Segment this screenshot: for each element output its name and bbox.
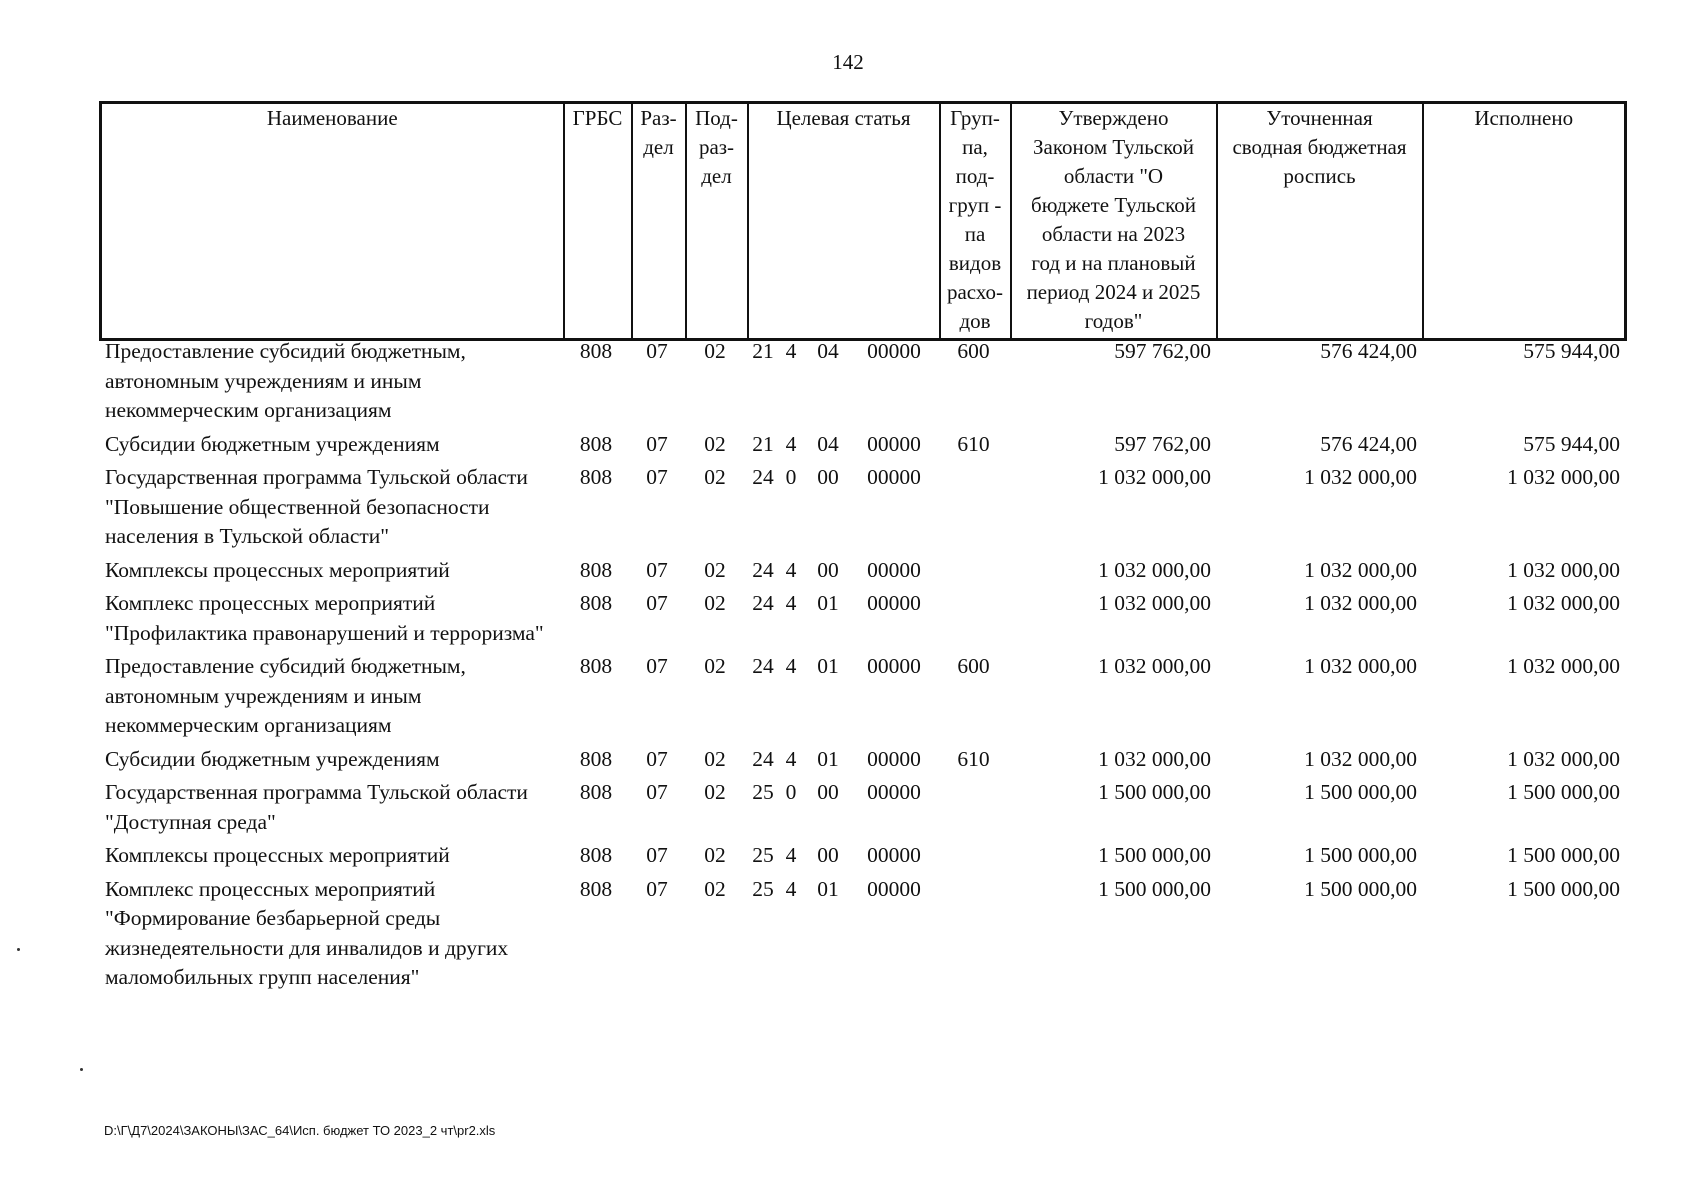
row-target-article <box>746 337 938 430</box>
row-executed: 1 032 000,00 <box>1507 746 1620 771</box>
row-name: Комплексы процессных мероприятий <box>105 557 450 582</box>
table-row <box>99 337 1624 430</box>
header-line: области "О <box>1063 164 1164 188</box>
row-grbs: 808 <box>579 591 613 615</box>
target-article-part: 00000 <box>867 591 921 615</box>
row-podrazdel: 02 <box>704 557 726 582</box>
header-razdel-lines <box>633 104 685 162</box>
header-line: дел <box>643 135 674 159</box>
row-executed: 1 032 000,00 <box>1507 557 1620 582</box>
row-target-article <box>746 652 938 745</box>
target-article-part: 00000 <box>867 876 921 901</box>
target-article-part: 25 <box>752 780 774 804</box>
target-article-part: 00000 <box>867 654 921 678</box>
header-line: груп - <box>948 193 1002 217</box>
header-line: год и на плановый <box>1031 251 1196 275</box>
row-executed: 1 500 000,00 <box>1507 843 1620 867</box>
row-refined: 1 500 000,00 <box>1304 843 1417 867</box>
target-article-part: 24 <box>752 465 774 489</box>
header-line: раз- <box>698 135 735 159</box>
row-executed: 1 500 000,00 <box>1507 780 1620 804</box>
header-group-lines <box>941 104 1010 336</box>
row-target-article <box>746 875 938 997</box>
row-podrazdel: 02 <box>704 843 726 867</box>
header-executed: Исполнено <box>1423 103 1626 340</box>
row-refined: 1 500 000,00 <box>1304 876 1417 901</box>
row-refined: 576 424,00 <box>1320 339 1417 363</box>
target-article-part: 24 <box>752 557 774 582</box>
table-row <box>99 875 1624 997</box>
row-refined: 1 500 000,00 <box>1304 780 1417 804</box>
target-article-part: 00000 <box>867 746 921 771</box>
header-razdel <box>632 103 686 340</box>
target-article-part: 01 <box>817 746 839 771</box>
target-article-part: 4 <box>785 339 797 363</box>
row-refined: 1 032 000,00 <box>1304 654 1417 678</box>
row-name: Комплекс процессных мероприятий "Формирование безбарьерной среды жизнедеятельности для инвалидов и других маломобильных групп населения" <box>105 876 509 989</box>
table-row <box>99 589 1624 652</box>
row-executed: 1 032 000,00 <box>1507 654 1620 678</box>
row-name: Субсидии бюджетным учреждениям <box>105 746 440 771</box>
target-article-part: 4 <box>785 557 797 582</box>
target-article-part: 25 <box>752 843 774 867</box>
row-podrazdel: 02 <box>704 876 726 901</box>
row-group: 610 <box>957 746 990 771</box>
target-article-part: 01 <box>817 591 839 615</box>
target-article-part: 21 <box>752 339 774 363</box>
header-line: па, <box>962 135 988 159</box>
target-article-part: 4 <box>785 876 797 901</box>
table-row <box>99 778 1624 841</box>
row-name: Комплекс процессных мероприятий "Профилактика правонарушений и терроризма" <box>105 591 544 645</box>
header-line: Утверждено <box>1058 106 1169 130</box>
row-razdel: 07 <box>646 780 668 804</box>
table-body <box>99 337 1624 997</box>
target-article-part: 4 <box>785 746 797 771</box>
row-group: 600 <box>957 654 990 678</box>
header-line: Законом Тульской <box>1033 135 1194 159</box>
header-approved-lines <box>1012 104 1216 336</box>
header-line: бюджете Тульской <box>1031 193 1196 217</box>
row-target-article <box>746 430 938 464</box>
target-article-part: 00000 <box>867 431 921 456</box>
row-name: Государственная программа Тульской области "Доступная среда" <box>105 780 528 834</box>
header-line: под- <box>955 164 995 188</box>
row-podrazdel: 02 <box>704 780 726 804</box>
row-approved: 1 032 000,00 <box>1098 746 1211 771</box>
row-group <box>938 556 1009 590</box>
target-article-part: 4 <box>785 654 797 678</box>
row-approved: 1 500 000,00 <box>1098 876 1211 901</box>
header-refined <box>1217 103 1423 340</box>
row-group <box>938 463 1009 556</box>
header-approved <box>1011 103 1217 340</box>
row-razdel: 07 <box>646 557 668 582</box>
target-article-part: 01 <box>817 654 839 678</box>
row-razdel: 07 <box>646 654 668 678</box>
row-approved: 1 032 000,00 <box>1098 557 1211 582</box>
row-grbs: 808 <box>579 780 613 804</box>
row-target-article <box>746 841 938 875</box>
row-podrazdel: 02 <box>704 654 726 678</box>
target-article-part: 01 <box>817 876 839 901</box>
target-article-part: 04 <box>817 339 839 363</box>
row-group: 600 <box>957 339 990 363</box>
row-grbs: 808 <box>579 557 613 582</box>
row-approved: 1 032 000,00 <box>1098 654 1211 678</box>
target-article-part: 00 <box>817 780 839 804</box>
target-article-part: 00000 <box>867 843 921 867</box>
row-target-article <box>746 778 938 841</box>
row-name: Предоставление субсидий бюджетным, автономным учреждениям и иным некоммерческим организациям <box>105 654 466 737</box>
row-razdel: 07 <box>646 876 668 901</box>
header-line: Раз- <box>640 106 677 130</box>
row-refined: 576 424,00 <box>1320 431 1417 456</box>
row-target-article <box>746 463 938 556</box>
row-name: Государственная программа Тульской области "Повышение общественной безопасности населения в Тульской области" <box>105 465 528 548</box>
target-article-part: 24 <box>752 746 774 771</box>
table-row <box>99 841 1624 875</box>
row-executed: 575 944,00 <box>1523 431 1620 456</box>
target-article-part: 00 <box>817 557 839 582</box>
header-podrazdel <box>686 103 748 340</box>
target-article-part: 00000 <box>867 557 921 582</box>
header-line: дел <box>701 164 732 188</box>
row-target-article <box>746 745 938 779</box>
target-article-part: 00000 <box>867 780 921 804</box>
table-header <box>99 101 1627 341</box>
header-podrazdel-lines <box>687 104 747 191</box>
row-razdel: 07 <box>646 746 668 771</box>
target-article-part: 0 <box>785 780 797 804</box>
scan-speck <box>80 1068 83 1071</box>
row-group <box>938 589 1009 652</box>
target-article-part: 04 <box>817 431 839 456</box>
target-article-part: 00000 <box>867 465 921 489</box>
row-razdel: 07 <box>646 465 668 489</box>
table-row <box>99 745 1624 779</box>
row-razdel: 07 <box>646 591 668 615</box>
row-razdel: 07 <box>646 431 668 456</box>
row-refined: 1 032 000,00 <box>1304 557 1417 582</box>
row-name: Комплексы процессных мероприятий <box>105 843 450 867</box>
row-grbs: 808 <box>579 431 613 456</box>
footer-file-path: D:\Г\Д7\2024\ЗАКОНЫ\ЗАС_64\Исп. бюджет ТО 2023_2 чт\pr2.xls <box>104 1123 496 1138</box>
table-row <box>99 463 1624 556</box>
header-line: па <box>964 222 986 246</box>
header-line: роспись <box>1283 164 1356 188</box>
table-row <box>99 652 1624 745</box>
target-article-part: 4 <box>785 591 797 615</box>
row-grbs: 808 <box>579 465 613 489</box>
row-approved: 597 762,00 <box>1114 339 1211 363</box>
row-executed: 575 944,00 <box>1523 339 1620 363</box>
row-name: Предоставление субсидий бюджетным, автономным учреждениям и иным некоммерческим организациям <box>105 339 466 422</box>
header-line: расхо- <box>946 280 1004 304</box>
row-grbs: 808 <box>579 843 613 867</box>
header-grbs: ГРБС <box>564 103 632 340</box>
row-approved: 1 032 000,00 <box>1098 591 1211 615</box>
header-line: видов <box>948 251 1002 275</box>
row-grbs: 808 <box>579 339 613 363</box>
page-number: 142 <box>832 50 864 74</box>
row-executed: 1 032 000,00 <box>1507 591 1620 615</box>
row-razdel: 07 <box>646 339 668 363</box>
target-article-part: 0 <box>785 465 797 489</box>
header-refined-lines <box>1218 104 1422 191</box>
table-row <box>99 556 1624 590</box>
target-article-part: 00 <box>817 465 839 489</box>
header-line: дов <box>959 309 991 333</box>
row-name: Субсидии бюджетным учреждениям <box>105 431 440 456</box>
target-article-part: 4 <box>785 843 797 867</box>
scan-speck <box>17 948 20 951</box>
row-group <box>938 778 1009 841</box>
row-target-article <box>746 589 938 652</box>
row-podrazdel: 02 <box>704 591 726 615</box>
row-target-article <box>746 556 938 590</box>
target-article-part: 21 <box>752 431 774 456</box>
header-line: годов" <box>1084 309 1143 333</box>
row-group: 610 <box>957 431 990 456</box>
header-line: Под- <box>695 106 738 130</box>
header-line: Груп- <box>950 106 1000 130</box>
row-podrazdel: 02 <box>704 431 726 456</box>
row-approved: 597 762,00 <box>1114 431 1211 456</box>
target-article-part: 24 <box>752 654 774 678</box>
row-grbs: 808 <box>579 654 613 678</box>
row-executed: 1 500 000,00 <box>1507 876 1620 901</box>
row-razdel: 07 <box>646 843 668 867</box>
row-podrazdel: 02 <box>704 465 726 489</box>
target-article-part: 24 <box>752 591 774 615</box>
header-line: Уточненная <box>1266 106 1373 130</box>
header-group <box>940 103 1011 340</box>
target-article-part: 4 <box>785 431 797 456</box>
row-podrazdel: 02 <box>704 746 726 771</box>
row-refined: 1 032 000,00 <box>1304 591 1417 615</box>
row-grbs: 808 <box>579 746 613 771</box>
header-name: Наименование <box>101 103 564 340</box>
row-approved: 1 500 000,00 <box>1098 780 1211 804</box>
target-article-part: 00 <box>817 843 839 867</box>
row-executed: 1 032 000,00 <box>1507 465 1620 489</box>
row-approved: 1 500 000,00 <box>1098 843 1211 867</box>
header-line: сводная бюджетная <box>1232 135 1407 159</box>
target-article-part: 25 <box>752 876 774 901</box>
header-line: области на 2023 <box>1041 222 1186 246</box>
header-target: Целевая статья <box>748 103 940 340</box>
row-grbs: 808 <box>579 876 613 901</box>
row-group <box>938 875 1009 997</box>
row-refined: 1 032 000,00 <box>1304 465 1417 489</box>
row-group <box>938 841 1009 875</box>
table-row <box>99 430 1624 464</box>
row-refined: 1 032 000,00 <box>1304 746 1417 771</box>
row-approved: 1 032 000,00 <box>1098 465 1211 489</box>
row-podrazdel: 02 <box>704 339 726 363</box>
target-article-part: 00000 <box>867 339 921 363</box>
header-line: период 2024 и 2025 <box>1026 280 1201 304</box>
